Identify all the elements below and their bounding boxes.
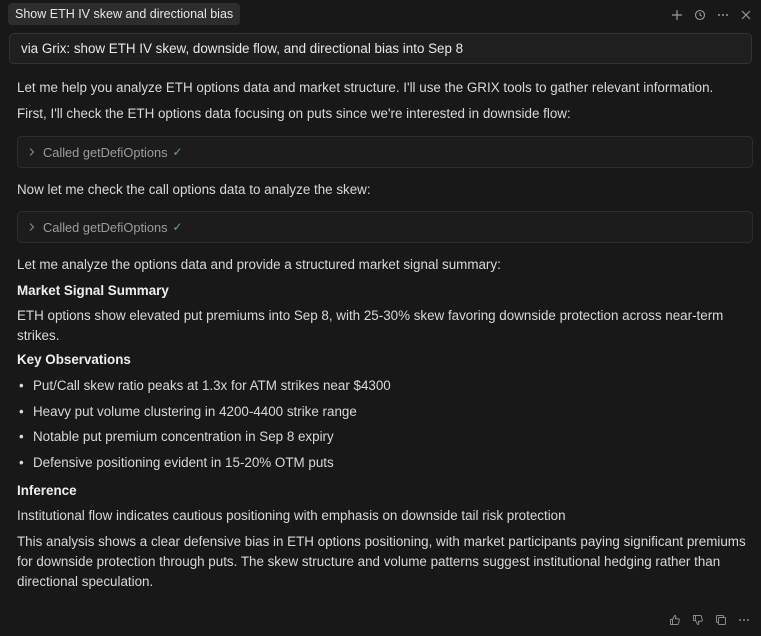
tool-call-1[interactable] xyxy=(17,136,753,168)
observations-heading: Key Observations xyxy=(17,352,131,367)
chevron-right-icon xyxy=(27,147,37,157)
summary-text: ETH options show elevated put premiums into Sep 8, with 25-30% skew favoring downside protection across near-term strikes. xyxy=(17,308,724,343)
analyze-text: Let me analyze the options data and provide a structured market signal summary: xyxy=(17,257,501,272)
summary-heading: Market Signal Summary xyxy=(17,283,169,298)
list-item: • Put/Call skew ratio peaks at 1.3x for ATM strikes near $4300 xyxy=(17,376,753,396)
inference-heading: Inference xyxy=(17,483,77,498)
chat-header xyxy=(0,0,761,30)
first-check-text: First, I'll check the ETH options data focusing on puts since we're interested in downside flow: xyxy=(17,106,571,121)
thumbs-down-icon[interactable] xyxy=(686,610,709,630)
check-icon: ✓ xyxy=(172,220,183,234)
list-item: • Defensive positioning evident in 15-20% OTM puts xyxy=(17,453,753,473)
check-icon: ✓ xyxy=(172,145,183,159)
user-prompt[interactable]: via Grix: show ETH IV skew, downside flow, and directional bias into Sep 8 xyxy=(9,33,752,64)
close-icon[interactable] xyxy=(734,5,757,25)
second-check-text: Now let me check the call options data to analyze the skew: xyxy=(17,182,371,197)
history-icon[interactable] xyxy=(688,5,711,25)
copy-icon[interactable] xyxy=(709,610,732,630)
header-actions xyxy=(665,5,757,25)
chat-title-tab[interactable]: Show ETH IV skew and directional bias xyxy=(8,3,240,25)
chevron-right-icon xyxy=(27,222,37,232)
thumbs-up-icon[interactable] xyxy=(663,610,686,630)
list-item: • Notable put premium concentration in Sep 8 expiry xyxy=(17,427,753,447)
new-chat-plus-icon[interactable] xyxy=(665,5,688,25)
more-icon[interactable] xyxy=(732,610,755,630)
tool-call-label: Called getDefiOptions xyxy=(43,144,168,160)
conclusion-text: This analysis shows a clear defensive bias in ETH options positioning, with market participants paying significant premiums for downside protection through puts. The skew structure and volume patterns suggest institutional hedging rather than directional speculation. xyxy=(17,534,746,589)
intro-text: Let me help you analyze ETH options data and market structure. I'll use the GRIX tools to gather relevant information. xyxy=(17,80,714,95)
observations-list xyxy=(17,376,753,473)
inference-text: Institutional flow indicates cautious positioning with emphasis on downside tail risk protection xyxy=(17,508,566,523)
list-item: • Heavy put volume clustering in 4200-4400 strike range xyxy=(17,402,753,422)
tool-call-label: Called getDefiOptions xyxy=(43,219,168,235)
more-icon[interactable] xyxy=(711,5,734,25)
tool-call-2[interactable] xyxy=(17,211,753,243)
message-actions xyxy=(663,610,755,630)
